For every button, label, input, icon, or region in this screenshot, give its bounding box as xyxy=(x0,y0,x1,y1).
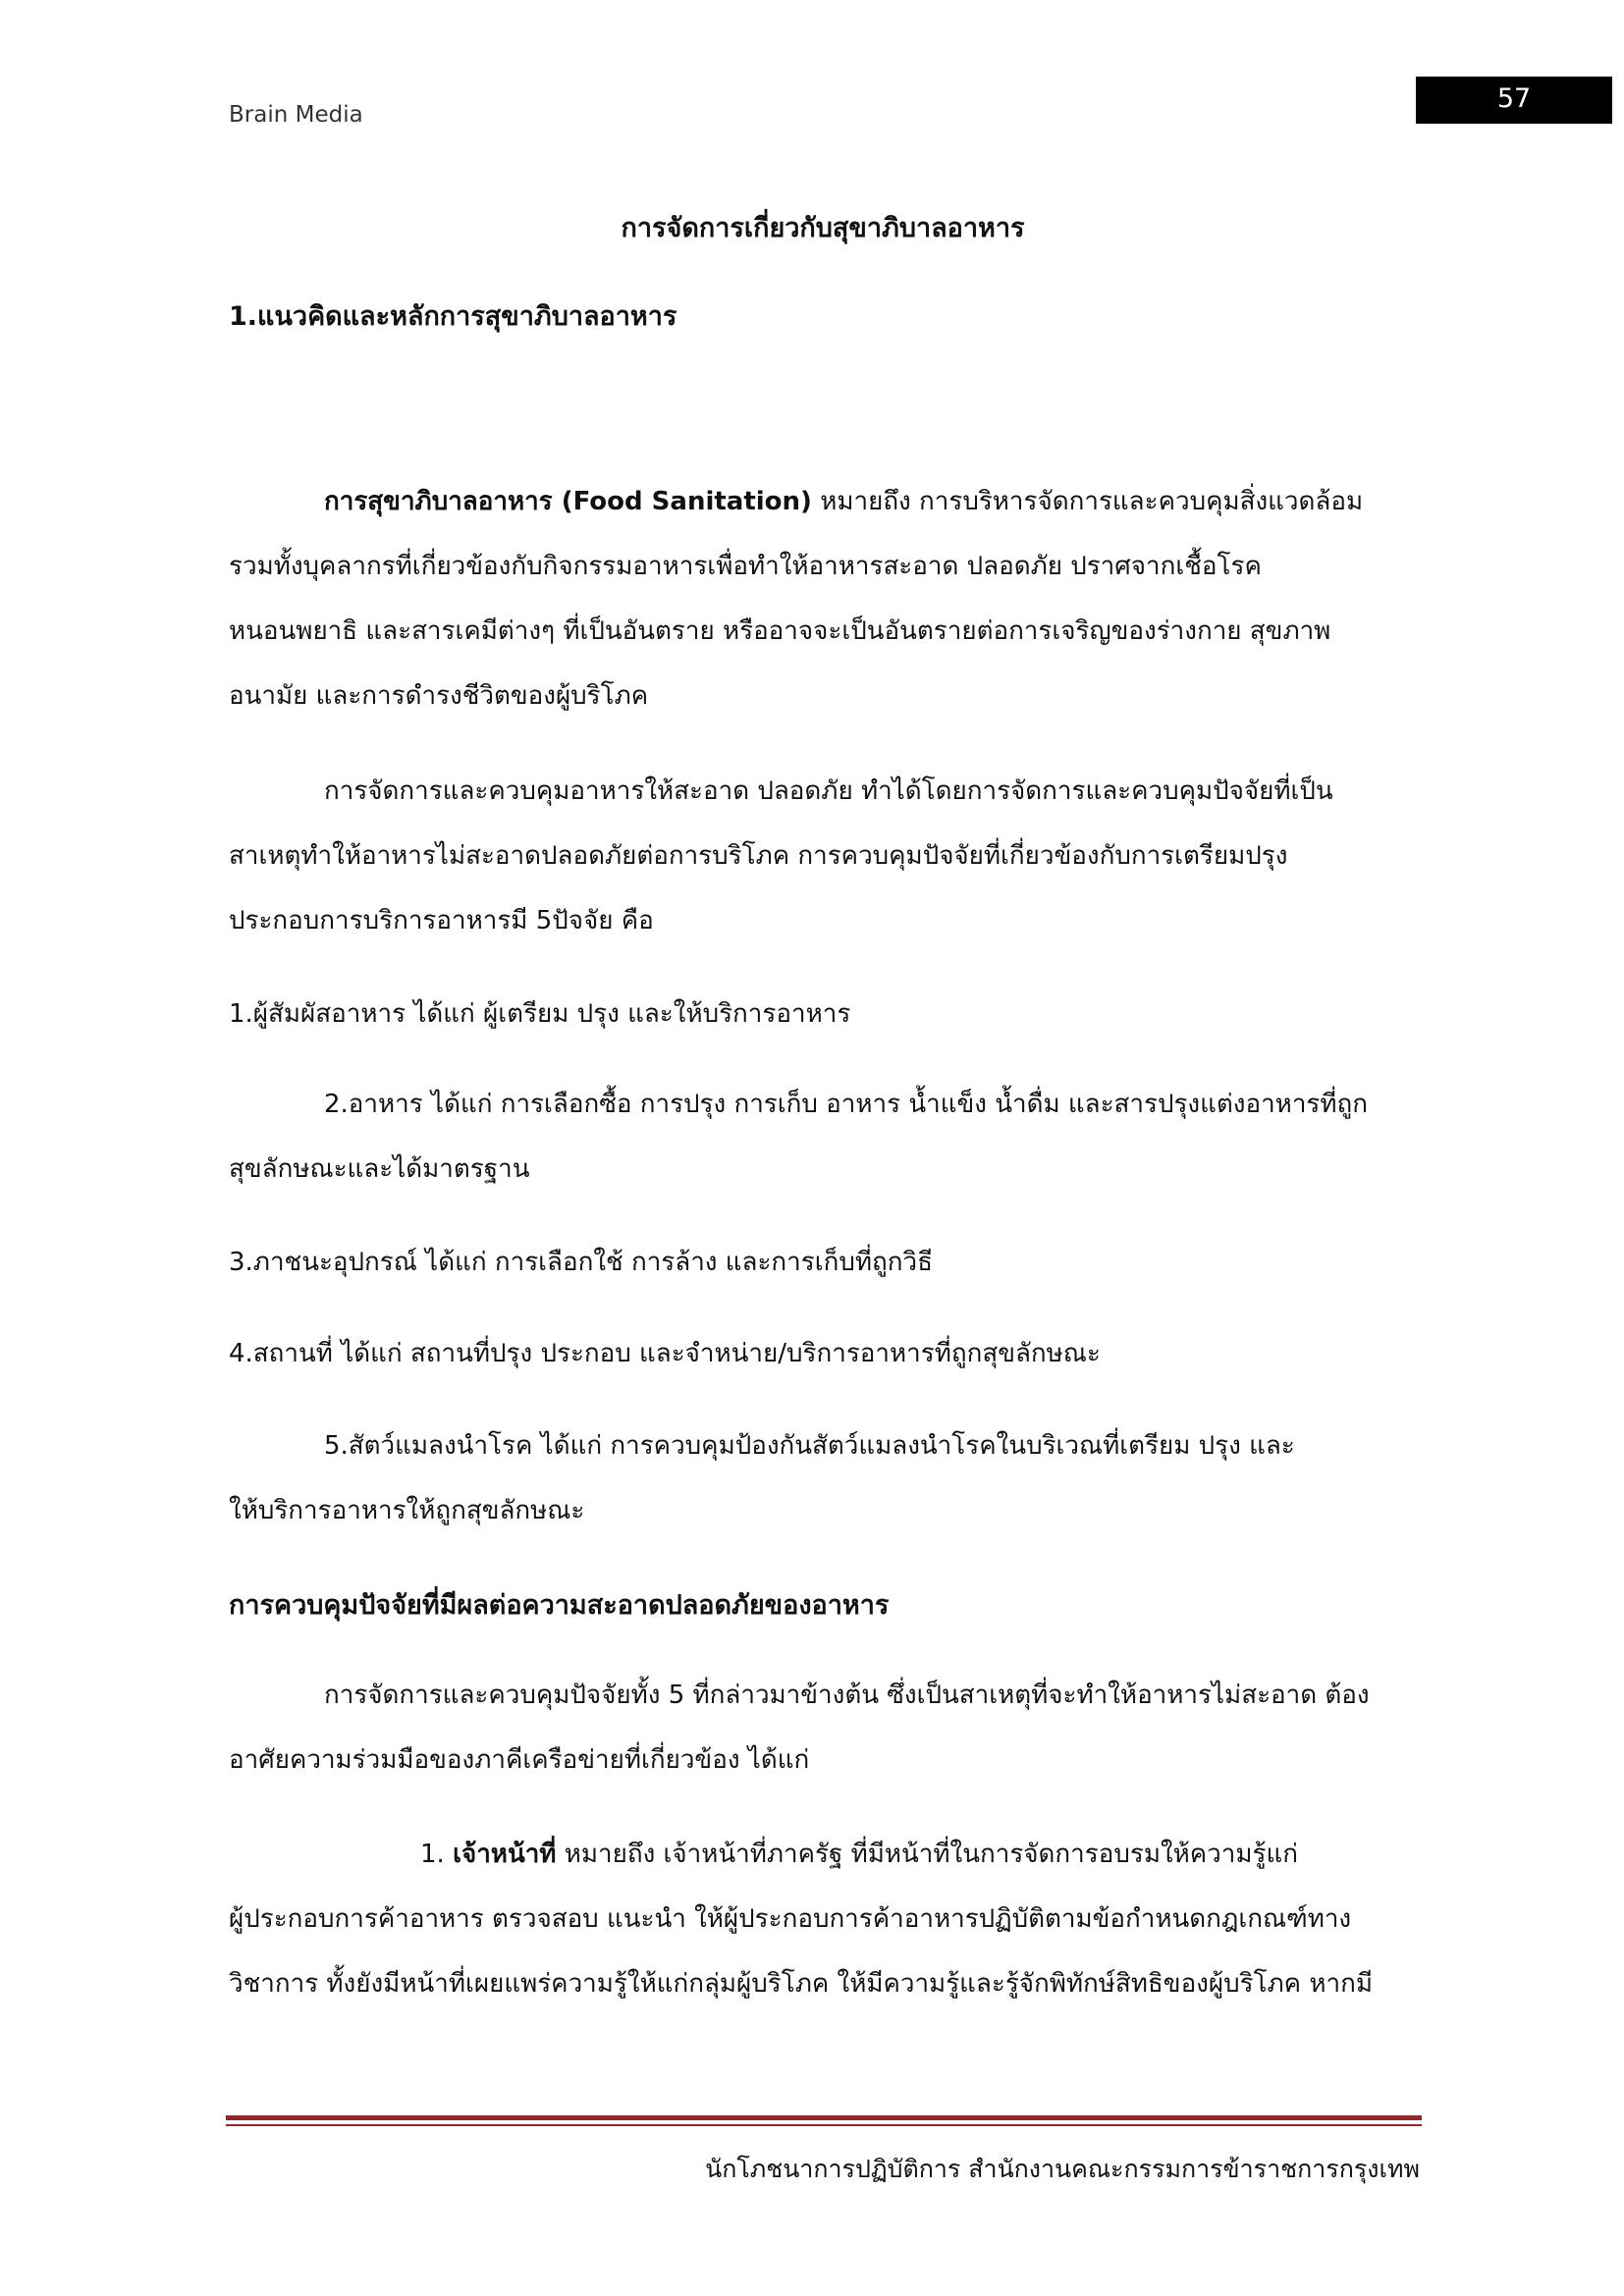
para1-line1-text: หมายถึง การบริหารจัดการและควบคุมสิ่งแวดล้อม xyxy=(811,487,1364,516)
page-number: 57 xyxy=(1416,77,1612,124)
para4-term: เจ้าหน้าที่ xyxy=(453,1840,557,1869)
para3-line1: การจัดการและควบคุมปัจจัยทั้ง 5 ที่กล่าวมาข้างต้น ซึ่งเป็นสาเหตุที่จะทำให้อาหารไม่สะอาด ต้อง xyxy=(324,1681,1370,1710)
para1-line1 xyxy=(324,481,1363,521)
section1-heading: 1.แนวคิดและหลักการสุขาภิบาลอาหาร xyxy=(229,301,677,332)
header-publisher: Brain Media xyxy=(229,102,363,128)
section2-heading: การควบคุมปัจจัยที่มีผลต่อความสะอาดปลอดภัยของอาหาร xyxy=(229,1590,890,1621)
factor-2-line1: 2.อาหาร ได้แก่ การเลือกซื้อ การปรุง การเก็บ อาหาร น้ำแข็ง น้ำดื่ม และสารปรุงแต่งอาหารที่ถูก xyxy=(324,1090,1369,1119)
footer-rule-thin xyxy=(226,2124,1422,2126)
para4-line1 xyxy=(420,1834,1298,1874)
para4-line3: วิชาการ ทั้งยังมีหน้าที่เผยแพร่ความรู้ให้แก่กลุ่มผู้บริโภค ให้มีความรู้และรู้จักพิทักษ์สิทธิของผู้บริโภค หากมี xyxy=(229,1969,1373,1999)
factor-5-line2: ให้บริการอาหารให้ถูกสุขลักษณะ xyxy=(229,1496,585,1525)
footer-rule-thick xyxy=(226,2115,1422,2120)
factor-1: 1.ผู้สัมผัสอาหาร ได้แก่ ผู้เตรียม ปรุง และให้บริการอาหาร xyxy=(229,999,851,1029)
page-title: การจัดการเกี่ยวกับสุขาภิบาลอาหาร xyxy=(621,213,1025,243)
factor-2-line2: สุขลักษณะและได้มาตรฐาน xyxy=(229,1154,530,1184)
factor-4: 4.สถานที่ ได้แก่ สถานที่ปรุง ประกอบ และจำหน่าย/บริการอาหารที่ถูกสุขลักษณะ xyxy=(229,1339,1101,1368)
footer-text: นักโภชนาการปฏิบัติการ สำนักงานคณะกรรมการข้าราชการกรุงเทพ xyxy=(705,2155,1420,2183)
para1-line2: รวมทั้งบุคลากรที่เกี่ยวข้องกับกิจกรรมอาหารเพื่อทำให้อาหารสะอาด ปลอดภัย ปราศจากเชื้อโรค xyxy=(229,552,1262,581)
factor-5-line1: 5.สัตว์แมลงนำโรค ได้แก่ การควบคุมป้องกันสัตว์แมลงนำโรคในบริเวณที่เตรียม ปรุง และ xyxy=(324,1431,1295,1461)
para1-line4: อนามัย และการดำรงชีวิตของผู้บริโภค xyxy=(229,681,649,711)
para2-line2: สาเหตุทำให้อาหารไม่สะอาดปลอดภัยต่อการบริโภค การควบคุมปัจจัยที่เกี่ยวข้องกับการเตรียมปรุง xyxy=(229,841,1288,871)
para4-line1-text: หมายถึง เจ้าหน้าที่ภาครัฐ ที่มีหน้าที่ในการจัดการอบรมให้ความรู้แก่ xyxy=(556,1840,1298,1869)
para4-number: 1. xyxy=(420,1840,454,1869)
para2-line3: ประกอบการบริการอาหารมี 5ปัจจัย คือ xyxy=(229,906,654,935)
para3-line2: อาศัยความร่วมมือของภาคีเครือข่ายที่เกี่ยวข้อง ได้แก่ xyxy=(229,1745,810,1775)
factor-3: 3.ภาชนะอุปกรณ์ ได้แก่ การเลือกใช้ การล้าง และการเก็บที่ถูกวิธี xyxy=(229,1248,933,1277)
para4-line2: ผู้ประกอบการค้าอาหาร ตรวจสอบ แนะนำ ให้ผู้ประกอบการค้าอาหารปฏิบัติตามข้อกำหนดกฎเกณฑ์ทาง xyxy=(229,1904,1352,1934)
para1-line3: หนอนพยาธิ และสารเคมีต่างๆ ที่เป็นอันตราย หรืออาจจะเป็นอันตรายต่อการเจริญของร่างกาย สุขภาพ xyxy=(229,616,1331,646)
para2-line1: การจัดการและควบคุมอาหารให้สะอาด ปลอดภัย ทำได้โดยการจัดการและควบคุมปัจจัยที่เป็น xyxy=(324,776,1333,806)
para1-term: การสุขาภิบาลอาหาร (Food Sanitation) xyxy=(324,487,812,516)
